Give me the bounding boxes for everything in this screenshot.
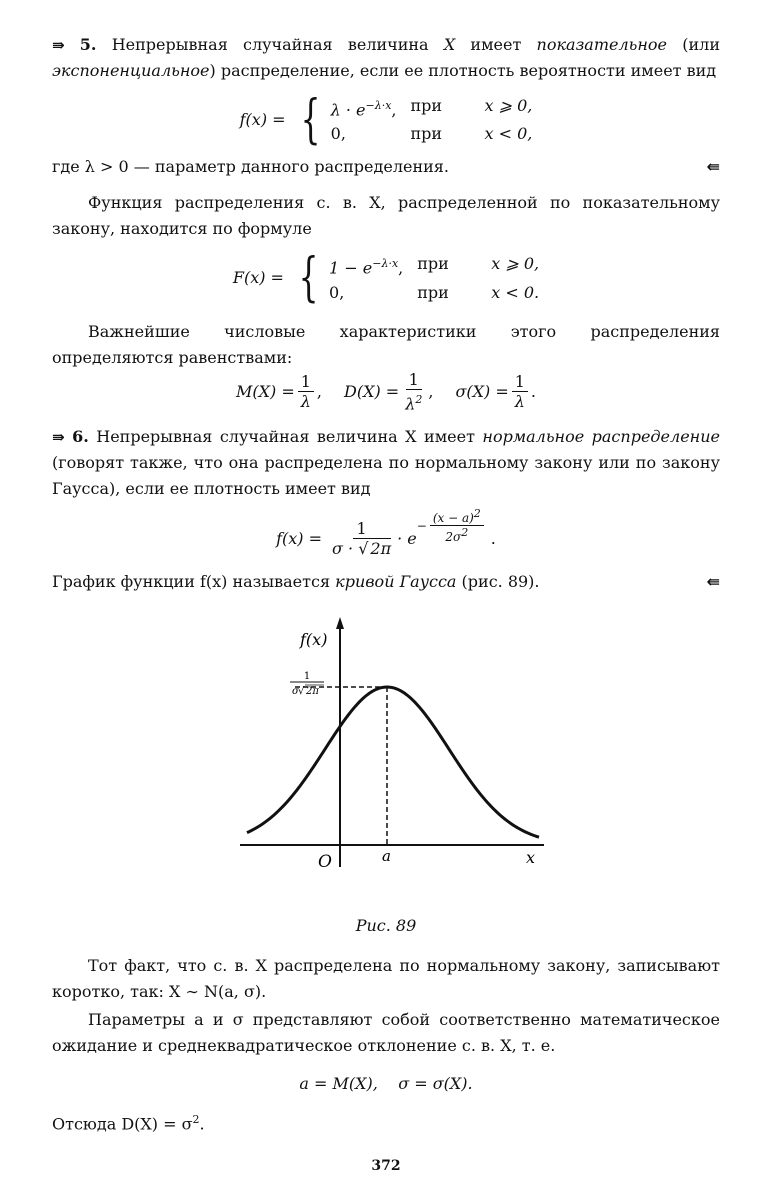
term-gauss-curve: кривой Гаусса [335,571,457,591]
term-exponential-alt: экспоненциальное [52,61,210,80]
double-left-arrow-icon: ⇚ [706,157,720,177]
term-normal: нормальное распределение [482,426,720,446]
paragraph-parameters: Параметры a и σ представляют собой соответственно математическое ожидание и среднеквадратическое отклонение с. в. X, т. е. [52,1009,720,1055]
item-number: 5. [79,35,97,54]
peak-label-den-2pi: 2π [306,685,319,697]
paragraph-characteristics: Важнейшие числовые характеристики этого распределения определяются равенствами: [52,321,720,367]
paragraph-cdf-intro: Функция распределения с. в. X, распределенной по показательному закону, находится по формуле [52,193,720,239]
a-label: a [382,846,391,865]
page-number: 372 [371,1158,401,1175]
svg-text:√: √ [298,685,305,697]
paragraph-normal-def: ⇛ 6. Непрерывная случайная величина X имеет нормальное распределение (говорят также, что она распределена по нормальному закону или по закону Гаусса), если ее плотность имеет вид [52,426,720,498]
term-exponential: показательное [536,35,668,54]
brace: { [298,248,319,309]
figure-caption: Рис. 89 [355,915,417,935]
peak-label-num: 1 [303,670,311,682]
y-axis-label: f(x) [300,629,328,649]
formula-params: a = M(X), σ = σ(X). [299,1073,473,1093]
origin-label: O [318,851,332,872]
page [52,32,720,1179]
paragraph-notation: Тот факт, что с. в. X распределена по нормальному закону, записывают коротко, так: X ∼ N(a, σ). [52,955,720,1001]
paragraph-variance: Отсюда $D(X) = \sigma^2$. [52,1112,205,1134]
paragraph-gauss-curve: График функции f(x) называется кривой Гаусса (рис. 89). ⇚ [52,569,720,595]
gauss-curve [247,687,539,837]
double-right-arrow-icon: ⇛ [52,36,65,54]
formula-normal-density: f(x) = $\frac{1}{\sigma \cdot √ 2\pi}$ · e − $\frac{(x - a)^2}{2\sigma^2}$ . [276,506,496,558]
y-axis-arrow [336,617,344,629]
formula-moments: M(X) = $\frac{1}{\lambda}$ , D(X) = $\frac{1}{\lambda^2}$ , σ(X) = $\frac{1}{\lambda}$ . [235,369,537,413]
paragraph-exponential-def: ⇛ 5. Непрерывная случайная величина X имеет показательное (или экспоненциальное) распределение, если ее плотность вероятности имеет вид [52,35,720,80]
item-number: 6. [72,426,89,446]
double-left-arrow-icon: ⇚ [706,571,720,591]
brace: { [300,90,321,151]
x-axis-label: x [526,847,536,867]
double-right-arrow-icon: ⇛ [52,427,65,446]
formula-exp-cdf: F(x) = { $1 - e^{-\lambda\cdot x}$, при x ⩾ 0, 0, при x < 0. [232,248,540,309]
gauss-plot [52,605,720,905]
paragraph-lambda-param: где λ > 0 — параметр данного распределения. ⇚ [52,154,720,180]
figure-gauss-curve [52,605,720,905]
peak-label-den-sigma: σ [292,685,299,697]
formula-exp-density: f(x) = { $\lambda \cdot e^{-\lambda\cdot x}$, при x ⩾ 0, 0, при x < 0, [239,90,533,151]
